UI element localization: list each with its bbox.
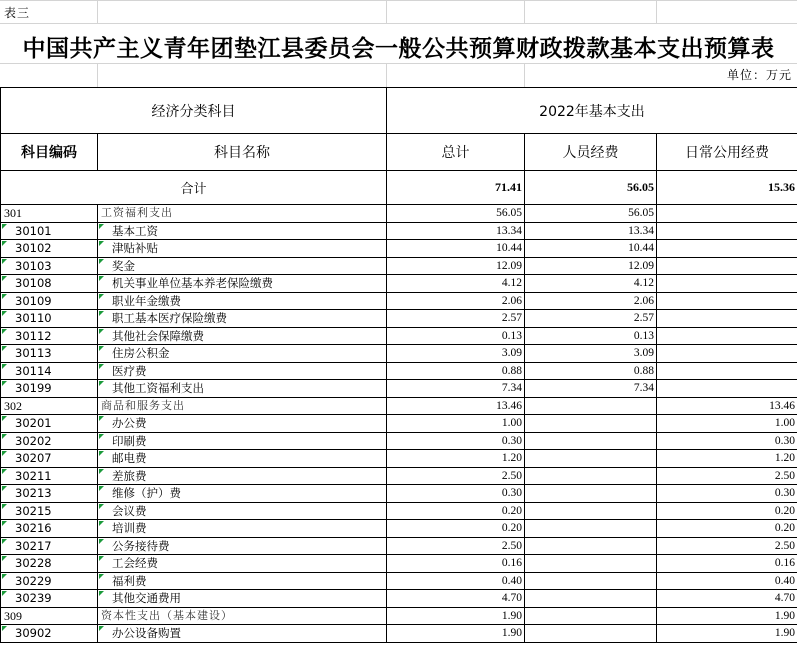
subject-name-cell[interactable] [98, 432, 387, 450]
cell-indicator-icon [99, 626, 104, 631]
total-value-cell[interactable]: 0.20 [387, 520, 525, 538]
public-value-cell[interactable]: 1.90 [657, 625, 797, 643]
table-row[interactable] [1, 625, 797, 643]
subject-name-cell[interactable] [98, 275, 387, 293]
total-personnel-cell: 56.05 [525, 171, 657, 205]
cell-indicator-icon [2, 504, 7, 509]
table-row[interactable] [1, 327, 797, 345]
subject-code-cell[interactable] [1, 345, 98, 363]
public-value-cell[interactable] [657, 292, 797, 310]
public-value-cell[interactable]: 0.40 [657, 572, 797, 590]
table-row[interactable] [1, 520, 797, 538]
subject-name: 其他交通费用 [112, 591, 181, 606]
subject-name: 机关事业单位基本养老保险缴费 [112, 276, 273, 291]
cell-indicator-icon [99, 311, 104, 316]
budget-table [0, 87, 797, 643]
subject-code: 30103 [15, 258, 52, 273]
header-subject-name: 科目名称 [98, 134, 387, 171]
total-value-cell[interactable]: 4.70 [387, 590, 525, 608]
subject-code: 30112 [15, 328, 52, 343]
subject-code-cell[interactable] [1, 432, 98, 450]
subject-name: 津贴补贴 [112, 241, 158, 256]
personnel-value-cell[interactable]: 4.12 [525, 275, 657, 293]
personnel-value-cell[interactable] [525, 502, 657, 520]
personnel-value-cell[interactable] [525, 450, 657, 468]
table-row[interactable] [1, 432, 797, 450]
total-row [1, 171, 797, 205]
personnel-value-cell[interactable]: 2.06 [525, 292, 657, 310]
cell-indicator-icon [99, 224, 104, 229]
personnel-value-cell[interactable]: 12.09 [525, 257, 657, 275]
total-value-cell[interactable]: 3.09 [387, 345, 525, 363]
public-value-cell[interactable]: 4.70 [657, 590, 797, 608]
table-row[interactable] [1, 485, 797, 503]
subject-name: 奖金 [112, 258, 135, 273]
subject-name: 维修（护）费 [112, 486, 181, 501]
public-value-cell[interactable]: 0.30 [657, 432, 797, 450]
subject-name: 资本性支出（基本建设） [101, 608, 233, 622]
cell-indicator-icon [2, 276, 7, 281]
subject-name: 邮电费 [112, 451, 147, 466]
cell-indicator-icon [2, 556, 7, 561]
cell-indicator-icon [2, 311, 7, 316]
personnel-value-cell[interactable] [525, 607, 657, 625]
subject-name-cell[interactable] [98, 625, 387, 643]
personnel-value-cell[interactable]: 56.05 [525, 205, 657, 223]
subject-code-cell[interactable] [1, 380, 98, 398]
subject-name-cell[interactable] [98, 555, 387, 573]
subject-name-cell[interactable] [98, 572, 387, 590]
subject-name: 住房公积金 [112, 346, 170, 361]
cell-indicator-icon [99, 346, 104, 351]
public-value-cell[interactable] [657, 345, 797, 363]
subject-name: 工资福利支出 [101, 206, 173, 220]
subject-name-cell[interactable] [98, 257, 387, 275]
header-basic-expenditure-2022: 2022年基本支出 [387, 88, 797, 134]
subject-name-cell[interactable] [98, 292, 387, 310]
table-row[interactable] [1, 607, 797, 625]
public-value-cell[interactable]: 1.00 [657, 415, 797, 433]
cell-indicator-icon [2, 434, 7, 439]
personnel-value-cell[interactable]: 7.34 [525, 380, 657, 398]
table-row[interactable] [1, 310, 797, 328]
public-value-cell[interactable]: 1.20 [657, 450, 797, 468]
cell-indicator-icon [2, 381, 7, 386]
total-value-cell[interactable]: 0.20 [387, 502, 525, 520]
header-personnel-expense: 人员经费 [525, 134, 657, 171]
cell-indicator-icon [2, 224, 7, 229]
subject-name: 福利费 [112, 573, 147, 588]
subject-code: 30109 [15, 293, 52, 308]
subject-name: 其他工资福利支出 [112, 381, 204, 396]
public-value-cell[interactable]: 0.16 [657, 555, 797, 573]
total-label: 合计 [1, 171, 387, 205]
cell-indicator-icon [2, 329, 7, 334]
personnel-value-cell[interactable] [525, 537, 657, 555]
subject-code: 30215 [15, 503, 52, 518]
subject-name-cell[interactable] [98, 520, 387, 538]
public-value-cell[interactable]: 1.90 [657, 607, 797, 625]
subject-name-cell[interactable] [98, 327, 387, 345]
subject-code: 30211 [15, 468, 52, 483]
cell-indicator-icon [2, 259, 7, 264]
table-row[interactable] [1, 555, 797, 573]
subject-code: 30902 [15, 626, 52, 641]
subject-code: 30113 [15, 346, 52, 361]
cell-indicator-icon [99, 434, 104, 439]
total-value-cell[interactable]: 7.34 [387, 380, 525, 398]
personnel-value-cell[interactable] [525, 415, 657, 433]
personnel-value-cell[interactable] [525, 432, 657, 450]
cell-indicator-icon [99, 294, 104, 299]
personnel-value-cell[interactable] [525, 590, 657, 608]
subject-name: 办公设备购置 [112, 626, 181, 641]
subject-code-cell[interactable] [1, 590, 98, 608]
personnel-value-cell[interactable] [525, 485, 657, 503]
subject-name-cell[interactable] [98, 240, 387, 258]
cell-indicator-icon [99, 539, 104, 544]
subject-name: 公务接待费 [112, 538, 170, 553]
cell-indicator-icon [99, 416, 104, 421]
subject-code: 30216 [15, 521, 52, 536]
personnel-value-cell[interactable] [525, 572, 657, 590]
subject-code-cell[interactable] [1, 257, 98, 275]
public-value-cell[interactable] [657, 310, 797, 328]
table-body [1, 205, 797, 643]
subject-name-cell[interactable] [98, 310, 387, 328]
subject-name-cell[interactable] [98, 607, 387, 625]
subject-name: 商品和服务支出 [101, 398, 185, 412]
subject-code-cell[interactable] [1, 485, 98, 503]
subject-code: 30217 [15, 538, 52, 553]
table-row[interactable] [1, 450, 797, 468]
unit-label: 单位：万元 [726, 68, 792, 82]
header-daily-public-expense: 日常公用经费 [657, 134, 797, 171]
subject-code-cell[interactable] [1, 205, 98, 223]
total-value-cell[interactable]: 0.40 [387, 572, 525, 590]
subject-code-cell[interactable] [1, 625, 98, 643]
personnel-value-cell[interactable] [525, 625, 657, 643]
subject-code-cell[interactable] [1, 415, 98, 433]
total-value-cell[interactable]: 2.50 [387, 537, 525, 555]
table-row[interactable] [1, 257, 797, 275]
header-economic-category: 经济分类科目 [1, 88, 387, 134]
public-value-cell[interactable] [657, 380, 797, 398]
subject-name-cell[interactable] [98, 502, 387, 520]
cell-indicator-icon [99, 241, 104, 246]
cell-indicator-icon [99, 381, 104, 386]
personnel-value-cell[interactable]: 10.44 [525, 240, 657, 258]
cell-indicator-icon [2, 486, 7, 491]
subject-code: 301 [4, 206, 22, 221]
subject-code: 30207 [15, 451, 52, 466]
subject-code: 30201 [15, 416, 52, 431]
cell-indicator-icon [2, 539, 7, 544]
subject-name-cell[interactable] [98, 467, 387, 485]
header-subject-code: 科目编码 [1, 134, 98, 171]
subject-name-cell[interactable] [98, 205, 387, 223]
total-value-cell[interactable]: 4.12 [387, 275, 525, 293]
total-value-cell[interactable]: 1.90 [387, 607, 525, 625]
personnel-value-cell[interactable]: 3.09 [525, 345, 657, 363]
total-cell: 71.41 [387, 171, 525, 205]
total-value-cell[interactable]: 10.44 [387, 240, 525, 258]
subject-code-cell[interactable] [1, 222, 98, 240]
subject-name: 工会经费 [112, 556, 158, 571]
total-public-cell: 15.36 [657, 171, 797, 205]
table-row[interactable] [1, 502, 797, 520]
subject-code: 30110 [15, 311, 52, 326]
subject-code-cell[interactable] [1, 292, 98, 310]
table-row[interactable] [1, 537, 797, 555]
cell-indicator-icon [2, 364, 7, 369]
cell-indicator-icon [99, 364, 104, 369]
public-value-cell[interactable]: 13.46 [657, 397, 797, 415]
subject-code-cell[interactable] [1, 607, 98, 625]
public-value-cell[interactable] [657, 205, 797, 223]
cell-indicator-icon [2, 241, 7, 246]
table-row[interactable] [1, 590, 797, 608]
subject-code: 30102 [15, 241, 52, 256]
subject-name: 医疗费 [112, 363, 147, 378]
cell-indicator-icon [2, 521, 7, 526]
subject-name: 办公费 [112, 416, 147, 431]
personnel-value-cell[interactable] [525, 520, 657, 538]
public-value-cell[interactable]: 0.20 [657, 502, 797, 520]
subject-name-cell[interactable] [98, 450, 387, 468]
total-value-cell[interactable]: 0.16 [387, 555, 525, 573]
subject-name-cell[interactable] [98, 380, 387, 398]
table-row[interactable] [1, 362, 797, 380]
subject-code: 30101 [15, 223, 52, 238]
table-row[interactable] [1, 275, 797, 293]
personnel-value-cell[interactable]: 13.34 [525, 222, 657, 240]
personnel-value-cell[interactable]: 0.13 [525, 327, 657, 345]
public-value-cell[interactable] [657, 327, 797, 345]
header-total: 总计 [387, 134, 525, 171]
total-value-cell[interactable]: 2.06 [387, 292, 525, 310]
subject-name: 其他社会保障缴费 [112, 328, 204, 343]
cell-indicator-icon [99, 486, 104, 491]
document-title: 中国共产主义青年团垫江县委员会一般公共预算财政拨款基本支出预算表 [22, 35, 775, 62]
public-value-cell[interactable] [657, 222, 797, 240]
public-value-cell[interactable] [657, 240, 797, 258]
table-row[interactable] [1, 345, 797, 363]
cell-indicator-icon [99, 276, 104, 281]
total-value-cell[interactable]: 2.57 [387, 310, 525, 328]
public-value-cell[interactable]: 2.50 [657, 537, 797, 555]
table-label: 表三 [4, 6, 31, 20]
table-row[interactable] [1, 415, 797, 433]
total-value-cell[interactable]: 12.09 [387, 257, 525, 275]
subject-name-cell[interactable] [98, 485, 387, 503]
cell-indicator-icon [2, 591, 7, 596]
subject-name: 职业年金缴费 [112, 293, 181, 308]
total-value-cell[interactable]: 1.90 [387, 625, 525, 643]
table-row[interactable] [1, 205, 797, 223]
subject-code: 30228 [15, 556, 52, 571]
cell-indicator-icon [2, 451, 7, 456]
subject-code-cell[interactable] [1, 310, 98, 328]
total-value-cell[interactable]: 1.00 [387, 415, 525, 433]
total-value-cell[interactable]: 13.34 [387, 222, 525, 240]
total-value-cell[interactable]: 2.50 [387, 467, 525, 485]
total-value-cell[interactable]: 0.88 [387, 362, 525, 380]
public-value-cell[interactable] [657, 257, 797, 275]
personnel-value-cell[interactable] [525, 397, 657, 415]
subject-code-cell[interactable] [1, 502, 98, 520]
cell-indicator-icon [99, 259, 104, 264]
cell-indicator-icon [99, 556, 104, 561]
subject-code: 30202 [15, 433, 52, 448]
subject-code-cell[interactable] [1, 555, 98, 573]
public-value-cell[interactable] [657, 362, 797, 380]
subject-code: 30213 [15, 486, 52, 501]
subject-name-cell[interactable] [98, 222, 387, 240]
subject-name-cell[interactable] [98, 415, 387, 433]
subject-code-cell[interactable] [1, 537, 98, 555]
subject-name-cell[interactable] [98, 397, 387, 415]
subject-name: 基本工资 [112, 223, 158, 238]
cell-indicator-icon [99, 574, 104, 579]
subject-name: 培训费 [112, 521, 147, 536]
cell-indicator-icon [99, 329, 104, 334]
subject-code-cell[interactable] [1, 327, 98, 345]
subject-name: 差旅费 [112, 468, 147, 483]
personnel-value-cell[interactable]: 2.57 [525, 310, 657, 328]
cell-indicator-icon [2, 346, 7, 351]
public-value-cell[interactable] [657, 275, 797, 293]
cell-indicator-icon [99, 591, 104, 596]
cell-indicator-icon [2, 574, 7, 579]
subject-code: 30239 [15, 591, 52, 606]
personnel-value-cell[interactable]: 0.88 [525, 362, 657, 380]
public-value-cell[interactable]: 2.50 [657, 467, 797, 485]
subject-code-cell[interactable] [1, 520, 98, 538]
cell-indicator-icon [2, 469, 7, 474]
subject-name-cell[interactable] [98, 362, 387, 380]
total-value-cell[interactable]: 0.30 [387, 432, 525, 450]
subject-code-cell[interactable] [1, 362, 98, 380]
cell-indicator-icon [2, 416, 7, 421]
subject-name-cell[interactable] [98, 590, 387, 608]
subject-name: 会议费 [112, 503, 147, 518]
cell-indicator-icon [2, 294, 7, 299]
total-value-cell[interactable]: 0.30 [387, 485, 525, 503]
subject-code: 302 [4, 398, 22, 413]
cell-indicator-icon [99, 521, 104, 526]
public-value-cell[interactable]: 0.30 [657, 485, 797, 503]
subject-code-cell[interactable] [1, 450, 98, 468]
table-row[interactable] [1, 572, 797, 590]
table-row[interactable] [1, 240, 797, 258]
subject-code: 309 [4, 608, 22, 623]
subject-name-cell[interactable] [98, 537, 387, 555]
table-row[interactable] [1, 292, 797, 310]
table-row[interactable] [1, 467, 797, 485]
total-value-cell[interactable]: 1.20 [387, 450, 525, 468]
subject-name-cell[interactable] [98, 345, 387, 363]
subject-code-cell[interactable] [1, 572, 98, 590]
table-row[interactable] [1, 397, 797, 415]
personnel-value-cell[interactable] [525, 467, 657, 485]
subject-code-cell[interactable] [1, 240, 98, 258]
cell-indicator-icon [99, 469, 104, 474]
total-value-cell[interactable]: 0.13 [387, 327, 525, 345]
subject-name: 职工基本医疗保险缴费 [112, 311, 227, 326]
personnel-value-cell[interactable] [525, 555, 657, 573]
subject-code: 30108 [15, 276, 52, 291]
subject-code: 30199 [15, 381, 52, 396]
table-row[interactable] [1, 380, 797, 398]
subject-code-cell[interactable] [1, 275, 98, 293]
table-row[interactable] [1, 222, 797, 240]
total-value-cell[interactable]: 13.46 [387, 397, 525, 415]
subject-name: 印刷费 [112, 433, 147, 448]
cell-indicator-icon [99, 451, 104, 456]
subject-code-cell[interactable] [1, 467, 98, 485]
subject-code: 30114 [15, 363, 52, 378]
subject-code-cell[interactable] [1, 397, 98, 415]
total-value-cell[interactable]: 56.05 [387, 205, 525, 223]
cell-indicator-icon [99, 504, 104, 509]
cell-indicator-icon [2, 626, 7, 631]
subject-code: 30229 [15, 573, 52, 588]
public-value-cell[interactable]: 0.20 [657, 520, 797, 538]
